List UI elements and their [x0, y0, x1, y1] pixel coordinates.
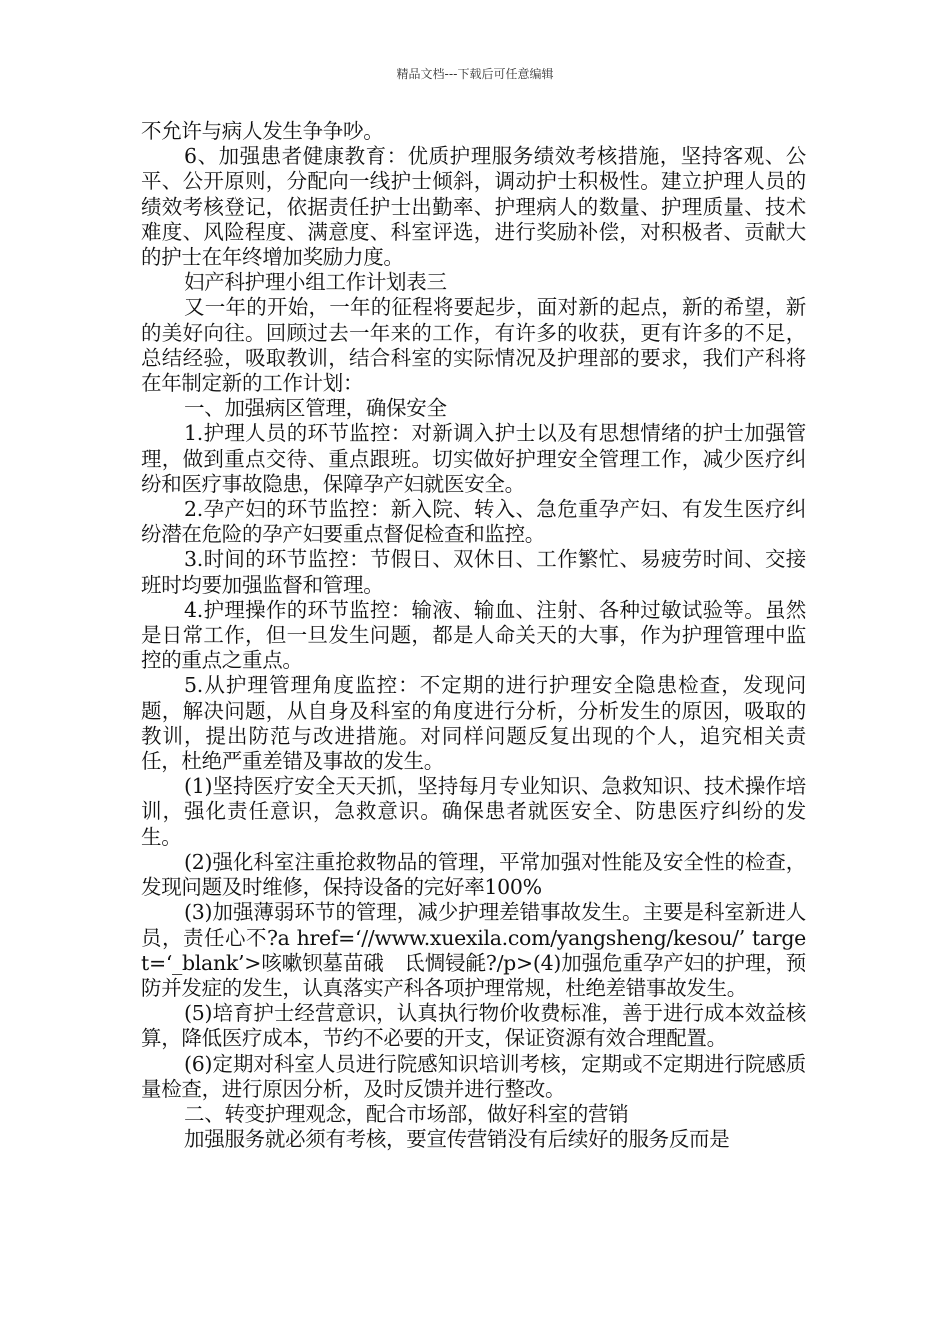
paragraph-sub-5: (5)培育护士经营意识，认真执行物价收费标准，善于进行成本效益核算，降低医疗成本，节约不必要的开支，保证资源有效合理配置。	[141, 1001, 806, 1051]
document-body	[141, 119, 806, 1152]
paragraph-continuation: 不允许与病人发生争争吵。	[141, 119, 384, 143]
paragraph-sub-3: (3)加强薄弱环节的管理，减少护理差错事故发生。主要是科室新进人员，责任心不?a href=‘//www.xuexila.com/yangsheng/kesou/’ target=‘_blank’>咳嗽钡墓苗硪 氐惆锓毹?/p>(4)加强危重孕产妇的护理，预防并发症的发生，认真落实产科各项护理常规，杜绝差错事故发生。	[141, 900, 806, 1000]
heading-nursing-concept: 二、转变护理观念，配合市场部，做好科室的营销	[184, 1101, 629, 1126]
paragraph-item-4: 4.护理操作的环节监控：输液、输血、注射、各种过敏试验等。虽然是日常工作，但一旦发生问题，都是人命关天的大事，作为护理管理中监控的重点之重点。	[141, 597, 806, 673]
paragraph-sub-6: (6)定期对科室人员进行院感知识培训考核，定期或不定期进行院感质量检查，进行原因分析，及时反馈并进行整改。	[141, 1051, 806, 1101]
paragraph-health-education: 6、加强患者健康教育：优质护理服务绩效考核措施，坚持客观、公平、公开原则，分配向一线护士倾斜，调动护士积极性。建立护理人员的绩效考核登记，依据责任护士出勤率、护理病人的数量、护理质量、技术难度、风险程度、满意度、科室评选，进行奖励补偿，对积极者、贡献大的护士在年终增加奖励力度。	[141, 144, 806, 270]
heading-ward-management: 一、加强病区管理，确保安全	[184, 396, 447, 421]
page-header: 精品文档---下载后可任意编辑	[396, 67, 554, 81]
paragraph-sub-2: (2)强化科室注重抢救物品的管理，平常加强对性能及安全性的检查，发现问题及时维修，保持设备的完好率100%	[141, 849, 806, 900]
paragraph-sub-1: (1)坚持医疗安全天天抓，坚持每月专业知识、急救知识、技术操作培训，强化责任意识，急救意识。确保患者就医安全、防患医疗纠纷的发生。	[141, 774, 806, 849]
paragraph-item-5: 5.从护理管理角度监控：不定期的进行护理安全隐患检查，发现问题，解决问题，从自身及科室的角度进行分析，分析发生的原因，吸取的教训，提出防范与改进措施。对同样问题反复出现的个人，追究相关责任，杜绝严重差错及事故的发生。	[141, 673, 806, 774]
section-title: 妇产科护理小组工作计划表三	[184, 270, 447, 295]
paragraph-item-1: 1.护理人员的环节监控：对新调入护士以及有思想情绪的护士加强管理，做到重点交待、重点跟班。切实做好护理安全管理工作，减少医疗纠纷和医疗事故隐患，保障孕产妇就医安全。	[141, 421, 806, 496]
paragraph-item-2: 2.孕产妇的环节监控：新入院、转入、急危重孕产妇、有发生医疗纠纷潜在危险的孕产妇要重点督促检查和监控。	[141, 497, 806, 547]
paragraph-intro: 又一年的开始，一年的征程将要起步，面对新的起点，新的希望，新的美好向往。回顾过去一年来的工作，有许多的收获，更有许多的不足，总结经验，吸取教训，结合科室的实际情况及护理部的要求，我们产科将在年制定新的工作计划：	[141, 295, 806, 396]
paragraph-service: 加强服务就必须有考核，要宣传营销没有后续好的服务反而是	[184, 1127, 730, 1152]
paragraph-item-3: 3.时间的环节监控：节假日、双休日、工作繁忙、易疲劳时间、交接班时均要加强监督和管理。	[141, 547, 806, 597]
